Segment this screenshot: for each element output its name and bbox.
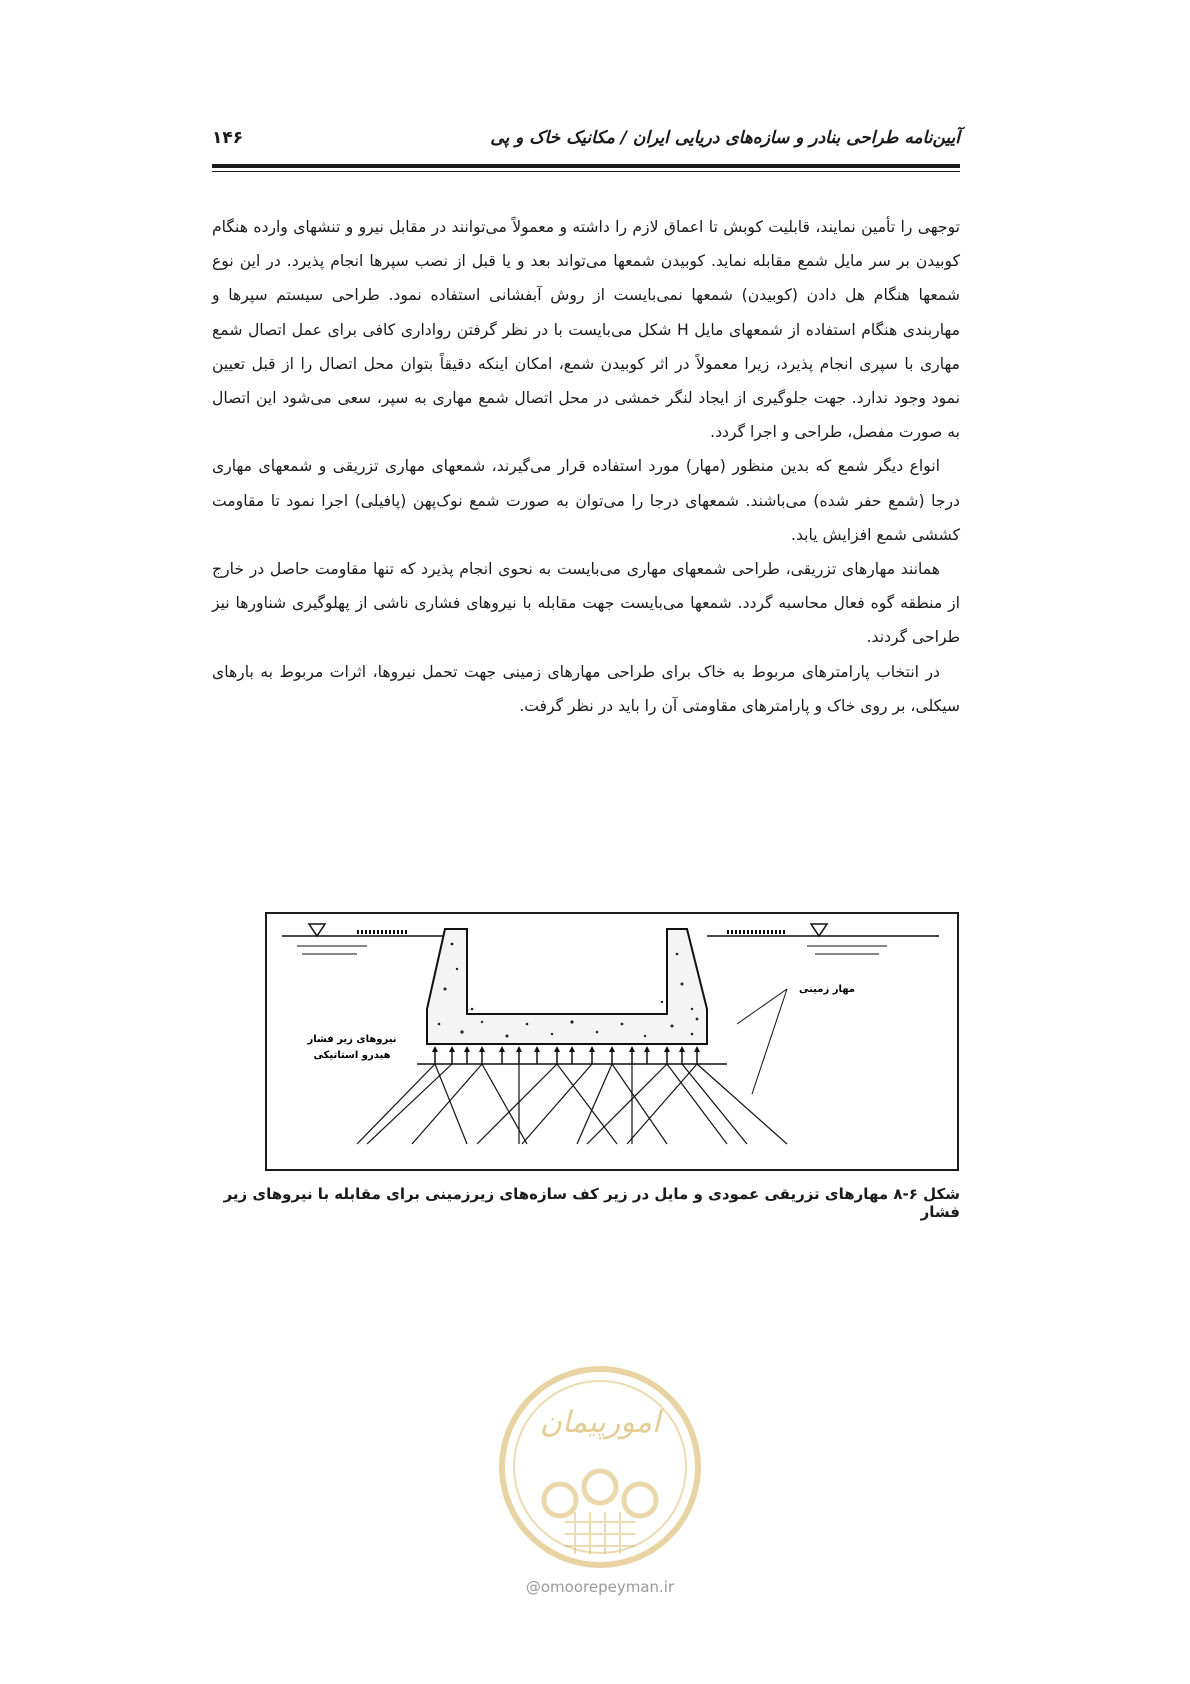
water-level-marker-right: [811, 924, 827, 936]
page-number: ۱۴۶: [212, 128, 244, 148]
anchor-label-leader-2: [752, 989, 787, 1094]
water-level-marker-left: [309, 924, 325, 936]
uplift-arrows: [435, 1048, 697, 1064]
diagram-svg: [267, 914, 957, 1169]
seal-logo: [495, 1362, 705, 1572]
concrete-structure: [427, 929, 707, 1044]
header-rule-thin: [212, 171, 960, 172]
paragraph-3: همانند مهارهای تزریقی، طراحی شمعهای مهاری می‌بایست به نحوی انجام پذیرد که تنها مقاومت حاصل در خارج از منطقه گوه فعال محاسبه گردد. شمعها می‌بایست جهت مقابله با نیروهای فشاری ناشی از پهلوگیری شناورها نیز طراحی گردند.: [212, 560, 960, 647]
seal-text: امورپیمان: [539, 1405, 661, 1440]
uplift-arrow-heads: [432, 1046, 700, 1052]
paragraph-2: انواع دیگر شمع که بدین منظور (مهار) مورد استفاده قرار می‌گیرند، شمعهای مهاری تزریقی و شمعهای مهاری درجا (شمع حفر شده) می‌باشند. شمعهای درجا را می‌توان به صورت شمع نوک‌پهن (پافیلی) اجرا نمود تا مقاومت کششی شمع افزایش یابد.: [212, 457, 960, 544]
figure-caption: شکل ۶-۸ مهارهای تزریقی عمودی و مایل در زیر کف سازه‌های زیرزمینی برای مقابله با نیروهای زیر فشار: [223, 1185, 960, 1221]
paragraph-4: در انتخاب پارامترهای مربوط به خاک برای طراحی مهارهای زمینی جهت تحمل نیروها، اثرات مربوط به بارهای سیکلی، بر روی خاک و پارامترهای مقاومتی آن را باید در نظر گرفت.: [212, 662, 960, 715]
label-uplift-line2: هیدرو استاتیکی: [313, 1050, 391, 1061]
page-header: [212, 128, 960, 158]
figure-anchors-diagram: [265, 912, 959, 1171]
body-text: [212, 210, 960, 723]
label-uplift-line1: نیروهای زیر فشار: [307, 1034, 397, 1045]
paragraph-1: توجهی را تأمین نمایند، قابلیت کوبش تا اعماق لازم را داشته و معمولاً می‌توانند در مقابل نیرو و تنشهای وارده هنگام کوبیدن بر سر مایل شمع مقابله نماید. کوبیدن شمعها می‌تواند بعد و یا قبل از نصب سپرها انجام پذیرد. در این نوع شمعها هنگام هل دادن (کوبیدن) شمعها نمی‌بایست از روش آبفشانی استفاده نمود. طراحی سیستم سپرها و مهاربندی هنگام استفاده از شمعهای مایل H شکل می‌بایست با در نظر گرفتن رواداری کافی برای عمل اتصال شمع مهاری با سپری انجام پذیرد، زیرا معمولاً در اثر کوبیدن شمع، امکان اینکه دقیقاً بتوان محل اتصال را از قبل تعیین نمود وجود ندارد. جهت جلوگیری از ایجاد لنگر خمشی در محل اتصال شمع مهاری به سپر، سعی می‌شود این اتصال به صورت مفصل، طراحی و اجرا گردد.: [212, 218, 960, 442]
watermark-seal: [495, 1362, 705, 1572]
anchor-label-leader-1: [737, 989, 787, 1024]
watermark-website: @omoorepeyman.ir: [525, 1578, 675, 1596]
label-ground-anchor: مهار زمینی: [798, 984, 856, 995]
running-title: آیین‌نامه طراحی بنادر و سازه‌های دریایی ایران / مکانیک خاک و پی: [490, 128, 960, 148]
header-rule-thick: [212, 164, 960, 168]
ground-anchors: [357, 1064, 787, 1144]
